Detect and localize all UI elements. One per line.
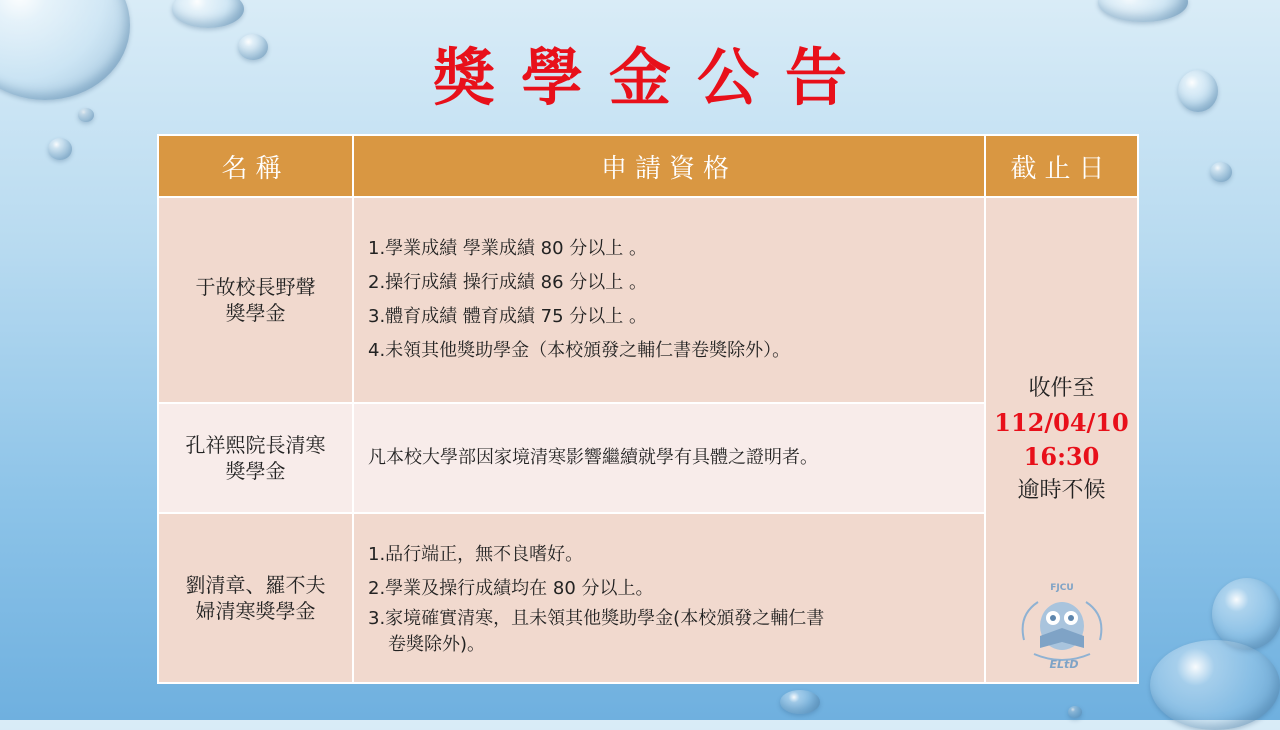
table-header-row bbox=[158, 135, 1138, 197]
scholarship-name: 劉清章、羅不夫 婦清寒獎學金 bbox=[158, 513, 353, 683]
requirement-item: 2.操行成績 操行成績 86 分以上 。 bbox=[368, 272, 647, 293]
requirement-item: 1.學業成績 學業成績 80 分以上 。 bbox=[368, 238, 647, 259]
water-drop-decoration bbox=[48, 138, 72, 160]
requirements-cell bbox=[353, 403, 985, 513]
deadline-note: 逾時不候 bbox=[1017, 478, 1106, 503]
scholarship-table bbox=[157, 134, 1139, 684]
requirement-item: 2.學業及操行成績均在 80 分以上。 bbox=[368, 578, 654, 599]
requirement-item: 凡本校大學部因家境清寒影響繼續就學有具體之證明者。 bbox=[368, 447, 818, 468]
owl-logo bbox=[1010, 580, 1114, 670]
deadline-time: 16:30 bbox=[1023, 442, 1100, 471]
requirement-item: 4.未領其他獎助學金（本校頒發之輔仁書卷獎除外）。 bbox=[368, 340, 791, 361]
scholarship-name: 于故校長野聲 獎學金 bbox=[158, 197, 353, 403]
requirements-cell bbox=[353, 197, 985, 403]
requirements-cell bbox=[353, 513, 985, 683]
water-drop-decoration bbox=[1210, 162, 1232, 182]
water-drop-decoration bbox=[1212, 578, 1280, 650]
water-drop-decoration bbox=[172, 0, 244, 28]
deadline-date: 112/04/10 bbox=[994, 408, 1129, 437]
header-name: 名稱 bbox=[158, 135, 353, 197]
water-drop-decoration bbox=[1098, 0, 1188, 22]
requirement-item: 3.體育成績 體育成績 75 分以上 。 bbox=[368, 306, 647, 327]
table-row bbox=[158, 197, 1138, 403]
deadline-label: 收件至 bbox=[1028, 376, 1095, 401]
header-requirements: 申請資格 bbox=[353, 135, 985, 197]
header-deadline: 截止日 bbox=[985, 135, 1138, 197]
page-title: 獎學金公告 bbox=[432, 41, 873, 114]
water-drop-decoration bbox=[1068, 706, 1082, 718]
requirement-item-continuation: 卷獎除外)。 bbox=[388, 634, 486, 655]
requirement-item: 3.家境確實清寒，且未領其他獎助學金(本校頒發之輔仁書 bbox=[368, 608, 825, 629]
logo-top-text: FJCU bbox=[1050, 583, 1074, 593]
logo-bottom-text: ELtD bbox=[1049, 658, 1079, 670]
scholarship-name: 孔祥熙院長清寒 獎學金 bbox=[158, 403, 353, 513]
water-drop-decoration bbox=[780, 690, 820, 714]
requirement-item: 1.品行端正，無不良嗜好。 bbox=[368, 544, 584, 565]
water-drop-decoration bbox=[1150, 640, 1280, 730]
